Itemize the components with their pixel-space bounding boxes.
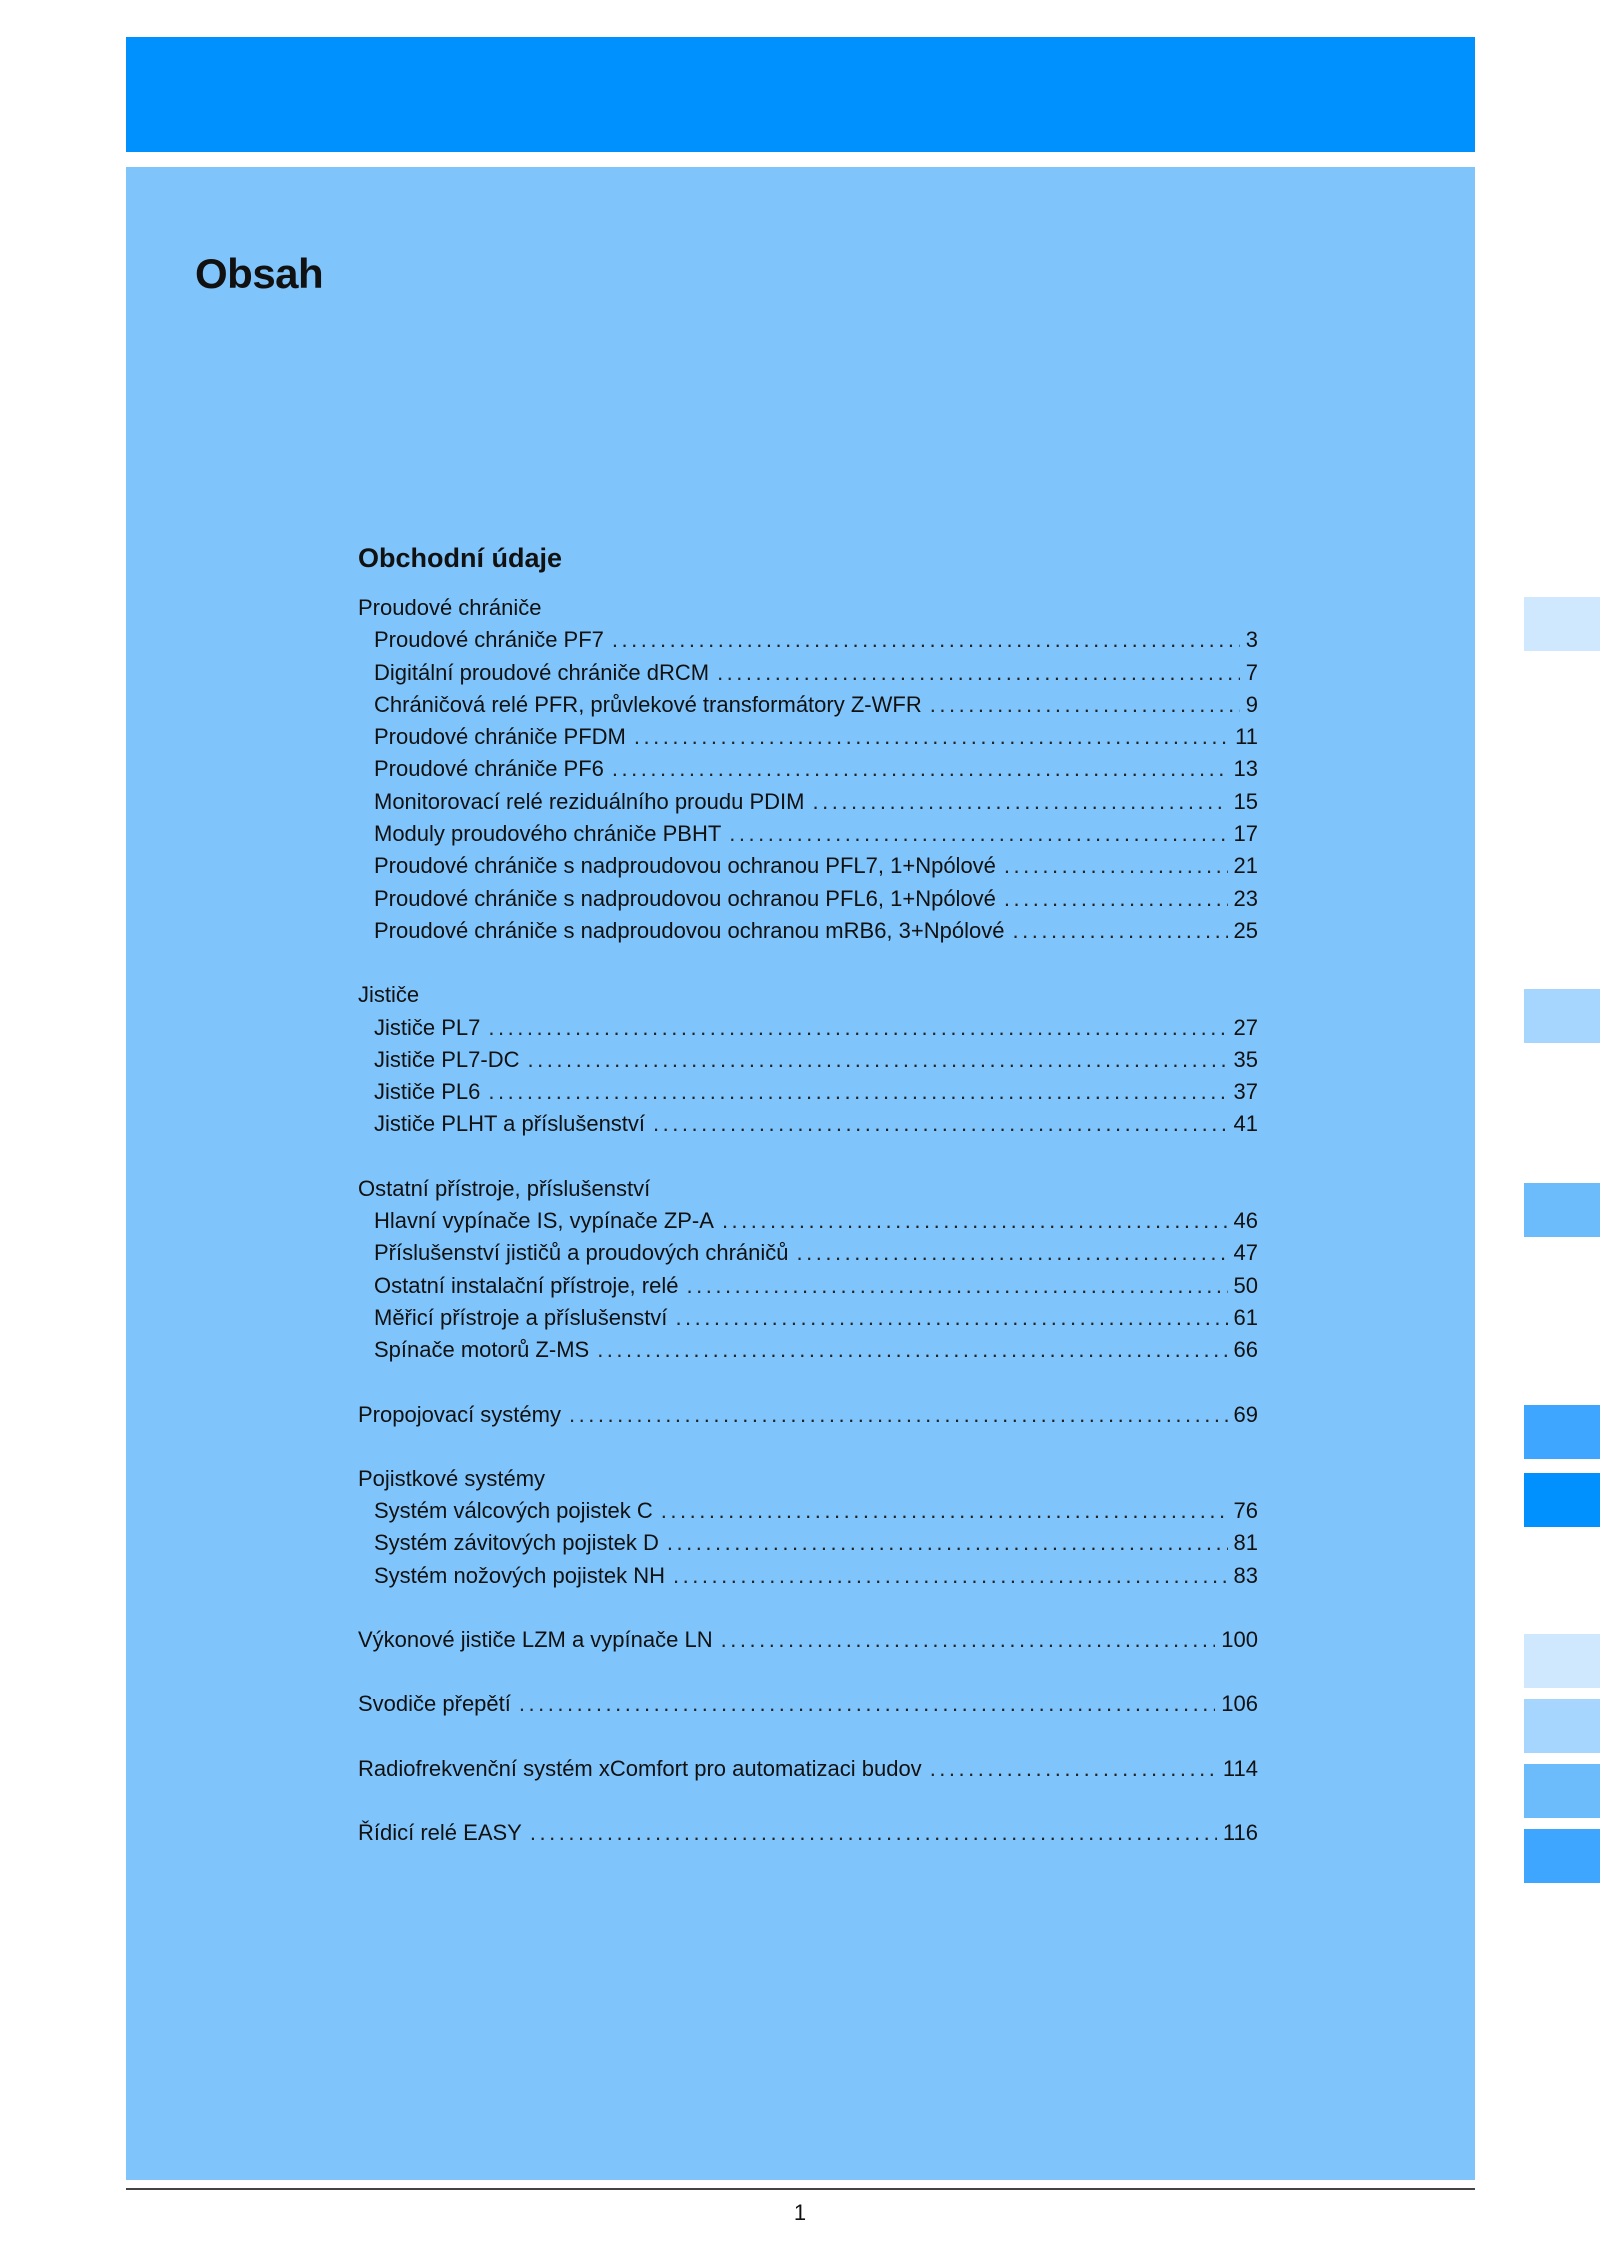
index-tab-2[interactable]	[1524, 989, 1600, 1043]
toc-group	[358, 1399, 1258, 1431]
toc-entry-page: 11	[1235, 724, 1258, 750]
toc-leader-dots	[569, 1399, 1228, 1431]
index-tab-6[interactable]	[1524, 1634, 1600, 1688]
toc-group	[358, 1463, 1258, 1592]
toc-entry-page: 13	[1233, 756, 1258, 782]
toc-entry-page: 61	[1233, 1304, 1258, 1330]
toc-group-title: Ostatní přístroje, příslušenství	[358, 1175, 651, 1201]
toc-leader-dots	[812, 786, 1227, 818]
toc-entry-label: Radiofrekvenční systém xComfort pro automatizaci budov	[358, 1755, 922, 1781]
toc-group	[358, 1753, 1258, 1785]
toc-leader-dots	[1004, 850, 1228, 882]
toc-leader-dots	[667, 1527, 1228, 1559]
toc-entry-label: Systém závitových pojistek D	[374, 1530, 659, 1556]
toc-entry-label: Proudové chrániče s nadproudovou ochranou mRB6, 3+Npólové	[374, 917, 1005, 943]
toc-group-title: Proudové chrániče	[358, 595, 542, 620]
toc-entry[interactable]	[358, 689, 1258, 721]
toc-entry-label: Proudové chrániče PFDM	[374, 724, 626, 750]
toc-entry-label: Řídicí relé EASY	[358, 1819, 522, 1845]
toc-entry-page: 23	[1233, 885, 1258, 911]
toc-entry-page: 35	[1233, 1046, 1258, 1072]
toc-leader-dots	[488, 1012, 1227, 1044]
toc-entry-label: Digitální proudové chrániče dRCM	[374, 659, 710, 685]
toc-entry-label: Ostatní instalační přístroje, relé	[374, 1272, 679, 1298]
toc-entry-label: Propojovací systémy	[358, 1401, 561, 1427]
toc-leader-dots	[721, 1624, 1216, 1656]
toc-entry[interactable]	[358, 786, 1258, 818]
section-heading: Obchodní údaje	[358, 543, 563, 573]
toc-entry-label: Jističe PL7	[374, 1014, 481, 1040]
toc-entry-label: Chráničová relé PFR, průvlekové transformátory Z-WFR	[374, 691, 922, 717]
index-tab-4[interactable]	[1524, 1405, 1600, 1459]
toc-entry-label: Příslušenství jističů a proudových chráničů	[374, 1240, 789, 1266]
toc-entry-page: 50	[1233, 1272, 1258, 1298]
index-tab-8[interactable]	[1524, 1764, 1600, 1818]
toc-leader-dots	[717, 657, 1240, 689]
toc-entry-label: Proudové chrániče s nadproudovou ochranou PFL7, 1+Npólové	[374, 853, 996, 879]
index-tab-1[interactable]	[1524, 597, 1600, 651]
toc-entry-label: Svodiče přepětí	[358, 1691, 511, 1717]
table-of-contents	[358, 540, 1258, 1881]
index-tab-5[interactable]	[1524, 1473, 1600, 1527]
toc-entry[interactable]	[358, 1044, 1258, 1076]
toc-leader-dots	[797, 1237, 1228, 1269]
toc-group	[358, 1817, 1258, 1849]
toc-leader-dots	[661, 1495, 1228, 1527]
toc-entry[interactable]	[358, 1237, 1258, 1269]
toc-entry-page: 81	[1233, 1530, 1258, 1556]
toc-entry[interactable]	[358, 1560, 1258, 1592]
toc-entry[interactable]	[358, 1753, 1258, 1785]
toc-entry[interactable]	[358, 1334, 1258, 1366]
toc-leader-dots	[930, 689, 1240, 721]
toc-leader-dots	[612, 753, 1228, 785]
toc-entry-label: Systém válcových pojistek C	[374, 1498, 653, 1524]
toc-entry-page: 17	[1233, 821, 1258, 847]
toc-entry[interactable]	[358, 883, 1258, 915]
toc-group-title: Pojistkové systémy	[358, 1465, 546, 1491]
toc-entry-page: 47	[1233, 1240, 1258, 1266]
toc-entry-label: Hlavní vypínače IS, vypínače ZP-A	[374, 1208, 714, 1234]
toc-group	[358, 1173, 1258, 1367]
toc-leader-dots	[634, 721, 1229, 753]
toc-entry-page: 83	[1233, 1562, 1258, 1588]
toc-entry-label: Jističe PL6	[374, 1079, 481, 1105]
toc-leader-dots	[653, 1108, 1227, 1140]
toc-leader-dots	[597, 1334, 1227, 1366]
toc-entry-page: 46	[1233, 1208, 1258, 1234]
toc-leader-dots	[527, 1044, 1227, 1076]
toc-leader-dots	[673, 1560, 1228, 1592]
toc-entry-page: 3	[1245, 627, 1258, 653]
toc-entry-label: Jističe PL7-DC	[374, 1046, 520, 1072]
toc-entry-page: 7	[1245, 659, 1258, 685]
toc-entry-page: 69	[1233, 1401, 1258, 1427]
toc-entry[interactable]	[358, 818, 1258, 850]
toc-entry-page: 9	[1245, 691, 1258, 717]
toc-entry-page: 37	[1233, 1079, 1258, 1105]
toc-entry[interactable]	[358, 1076, 1258, 1108]
toc-entry[interactable]	[358, 1624, 1258, 1656]
toc-entry-page: 41	[1233, 1111, 1258, 1137]
toc-entry[interactable]	[358, 1817, 1258, 1849]
toc-entry[interactable]	[358, 1108, 1258, 1140]
toc-leader-dots	[729, 818, 1227, 850]
page-number: 1	[793, 2200, 807, 2225]
toc-entry-page: 21	[1233, 853, 1258, 879]
toc-entry-label: Výkonové jističe LZM a vypínače LN	[358, 1627, 713, 1653]
toc-leader-dots	[530, 1817, 1217, 1849]
toc-entry-page: 114	[1222, 1755, 1258, 1781]
toc-entry-label: Proudové chrániče PF7	[374, 627, 604, 653]
toc-groups	[358, 592, 1258, 1849]
toc-entry[interactable]	[358, 721, 1258, 753]
toc-entry[interactable]	[358, 1302, 1258, 1334]
index-tab-3[interactable]	[1524, 1183, 1600, 1237]
top-banner	[126, 37, 1475, 152]
toc-entry-page: 27	[1233, 1014, 1258, 1040]
toc-entry[interactable]	[358, 1205, 1258, 1237]
toc-entry[interactable]	[358, 1688, 1258, 1720]
toc-entry-page: 66	[1233, 1337, 1258, 1363]
toc-entry-page: 116	[1222, 1819, 1258, 1845]
toc-entry-label: Proudové chrániče s nadproudovou ochranou PFL6, 1+Npólové	[374, 885, 996, 911]
toc-leader-dots	[686, 1270, 1227, 1302]
footer-rule	[126, 2188, 1475, 2190]
toc-entry[interactable]	[358, 1495, 1258, 1527]
toc-entry[interactable]	[358, 1012, 1258, 1044]
toc-entry-label: Monitorovací relé reziduálního proudu PDIM	[374, 788, 805, 814]
toc-entry[interactable]	[358, 1527, 1258, 1559]
toc-entry-label: Systém nožových pojistek NH	[374, 1562, 665, 1588]
toc-entry-label: Měřicí přístroje a příslušenství	[374, 1304, 668, 1330]
toc-leader-dots	[519, 1688, 1215, 1720]
toc-entry-label: Spínače motorů Z-MS	[374, 1337, 590, 1363]
index-tab-7[interactable]	[1524, 1699, 1600, 1753]
toc-entry[interactable]	[358, 1270, 1258, 1302]
toc-group	[358, 1624, 1258, 1656]
toc-leader-dots	[1012, 915, 1227, 947]
toc-entry-page: 106	[1221, 1691, 1258, 1717]
toc-entry[interactable]	[358, 1399, 1258, 1431]
toc-entry-page: 15	[1233, 788, 1258, 814]
toc-leader-dots	[488, 1076, 1227, 1108]
toc-entry[interactable]	[358, 915, 1258, 947]
toc-group	[358, 979, 1258, 1140]
toc-entry-page: 76	[1233, 1498, 1258, 1524]
toc-entry[interactable]	[358, 850, 1258, 882]
toc-entry[interactable]	[358, 657, 1258, 689]
toc-entry-label: Moduly proudového chrániče PBHT	[374, 821, 722, 847]
toc-leader-dots	[930, 1753, 1217, 1785]
toc-leader-dots	[675, 1302, 1227, 1334]
toc-entry[interactable]	[358, 624, 1258, 656]
index-tab-9[interactable]	[1524, 1829, 1600, 1883]
toc-entry-page: 25	[1233, 917, 1258, 943]
toc-group	[358, 592, 1258, 947]
toc-entry-page: 100	[1221, 1627, 1258, 1653]
toc-entry-label: Proudové chrániče PF6	[374, 756, 604, 782]
toc-group-title: Jističe	[358, 982, 420, 1008]
toc-leader-dots	[1004, 883, 1228, 915]
toc-entry[interactable]	[358, 753, 1258, 785]
toc-group	[358, 1688, 1258, 1720]
toc-entry-label: Jističe PLHT a příslušenství	[374, 1111, 646, 1137]
toc-leader-dots	[722, 1205, 1228, 1237]
page-title: Obsah	[195, 250, 324, 297]
toc-leader-dots	[612, 624, 1240, 656]
